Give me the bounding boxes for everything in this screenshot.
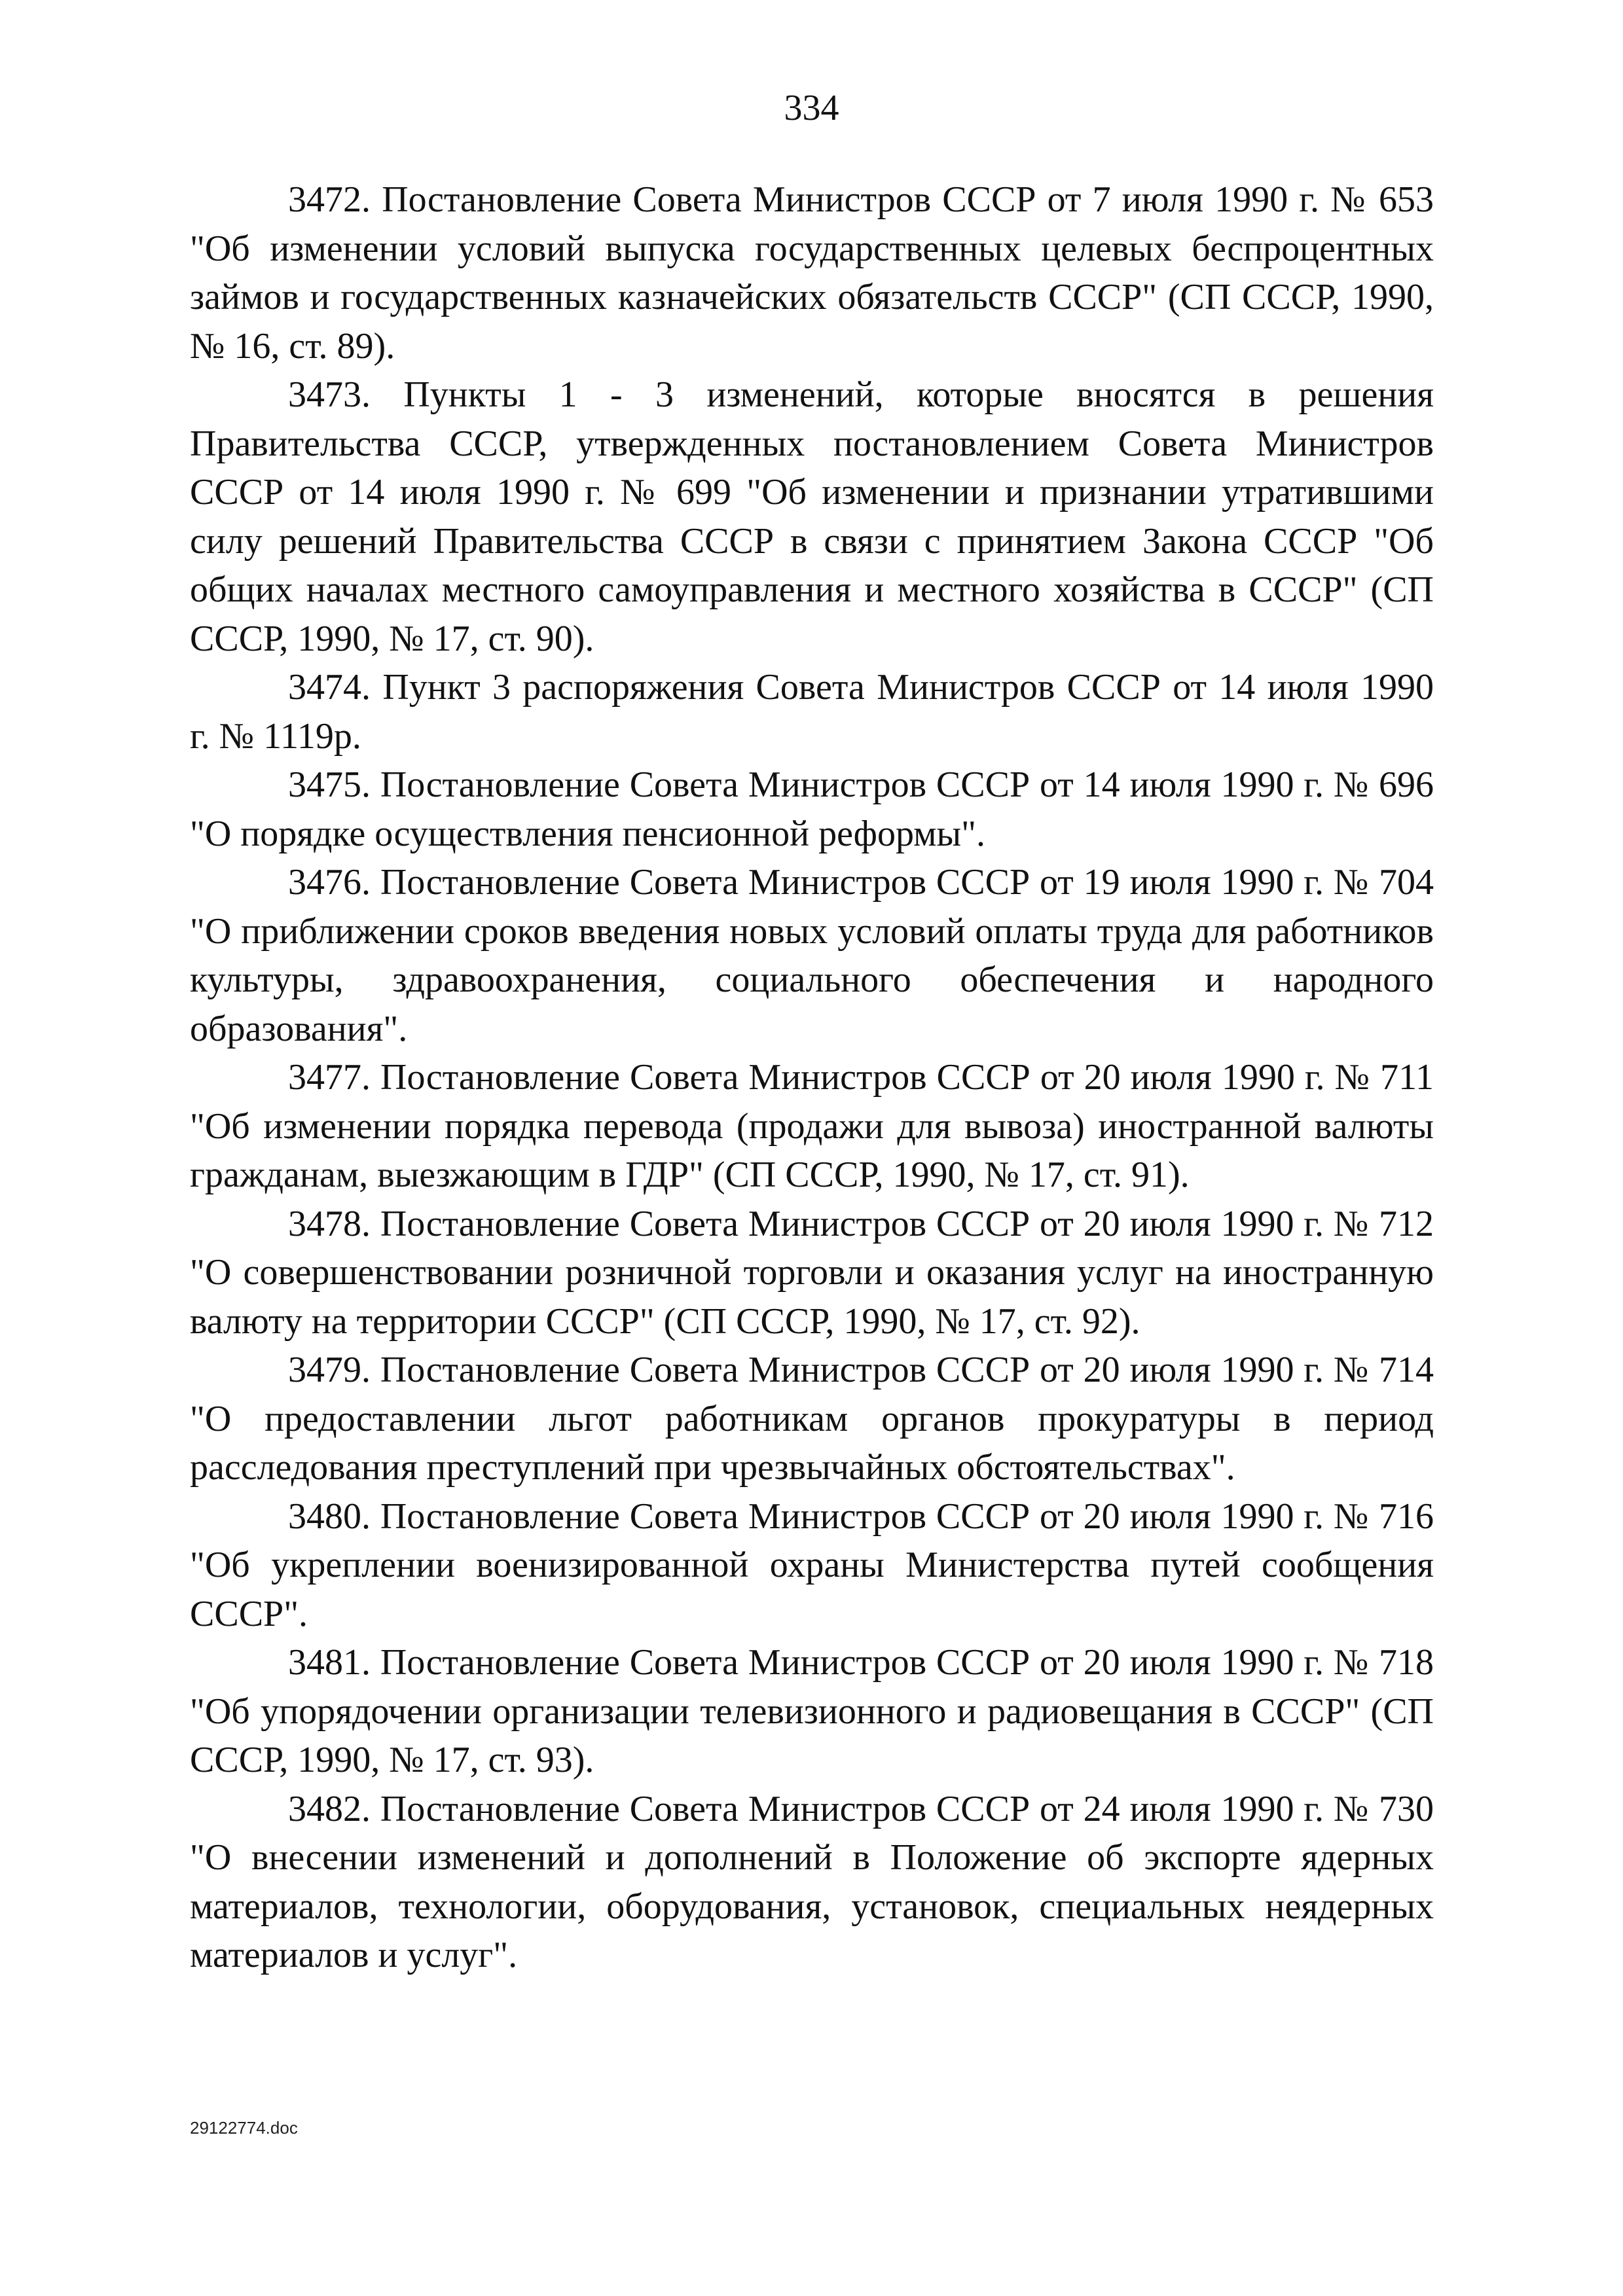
list-entry-3472: 3472. Постановление Совета Министров СССР от 7 июля 1990 г. № 653 "Об изменении условий выпуска государственных целевых беспроцентных займов и государственных казначейских обязательств СССР" (СП СССР, 1990, № 16, ст. 89). xyxy=(190,179,1434,367)
document-body xyxy=(190,175,1434,1980)
list-entry-3481: 3481. Постановление Совета Министров СССР от 20 июля 1990 г. № 718 "Об упорядочении организации телевизионного и радиовещания в СССР" (СП СССР, 1990, № 17, ст. 93). xyxy=(190,1642,1434,1780)
list-entry-3474: 3474. Пункт 3 распоряжения Совета Министров СССР от 14 июля 1990 г. № 1119р. xyxy=(190,667,1434,757)
list-entry-3473: 3473. Пункты 1 - 3 изменений, которые вносятся в решения Правительства СССР, утвержденных постановлением Совета Министров СССР от 14 июля 1990 г. № 699 "Об изменении и признании утратившими силу решений Правительства СССР в связи с принятием Закона СССР "Об общих началах местного самоуправления и местного хозяйства в СССР" (СП СССР, 1990, № 17, ст. 90). xyxy=(190,374,1434,659)
list-entry-3479: 3479. Постановление Совета Министров СССР от 20 июля 1990 г. № 714 "О предоставлении льгот работникам органов прокуратуры в период расследования преступлений при чрезвычайных обстоятельствах". xyxy=(190,1350,1434,1488)
list-entry-3475: 3475. Постановление Совета Министров СССР от 14 июля 1990 г. № 696 "О порядке осуществления пенсионной реформы". xyxy=(190,764,1434,854)
list-entry-3482: 3482. Постановление Совета Министров СССР от 24 июля 1990 г. № 730 "О внесении изменений и дополнений в Положение об экспорте ядерных материалов, технологии, оборудования, установок, специальных неядерных материалов и услуг". xyxy=(190,1788,1434,1975)
list-entry-3477: 3477. Постановление Совета Министров СССР от 20 июля 1990 г. № 711 "Об изменении порядка перевода (продажи для вывоза) иностранной валюты гражданам, выезжающим в ГДР" (СП СССР, 1990, № 17, ст. 91). xyxy=(190,1057,1434,1195)
list-entry-3478: 3478. Постановление Совета Министров СССР от 20 июля 1990 г. № 712 "О совершенствовании розничной торговли и оказания услуг на иностранную валюту на территории СССР" (СП СССР, 1990, № 17, ст. 92). xyxy=(190,1203,1434,1342)
list-entry-3480: 3480. Постановление Совета Министров СССР от 20 июля 1990 г. № 716 "Об укреплении военизированной охраны Министерства путей сообщения СССР". xyxy=(190,1496,1434,1634)
footer-filename: 29122774.doc xyxy=(190,2118,298,2138)
page-number: 334 xyxy=(784,88,839,128)
list-entry-3476: 3476. Постановление Совета Министров СССР от 19 июля 1990 г. № 704 "О приближении сроков введения новых условий оплаты труда для работников культуры, здравоохранения, социального обеспечения и народного образования". xyxy=(190,862,1434,1049)
